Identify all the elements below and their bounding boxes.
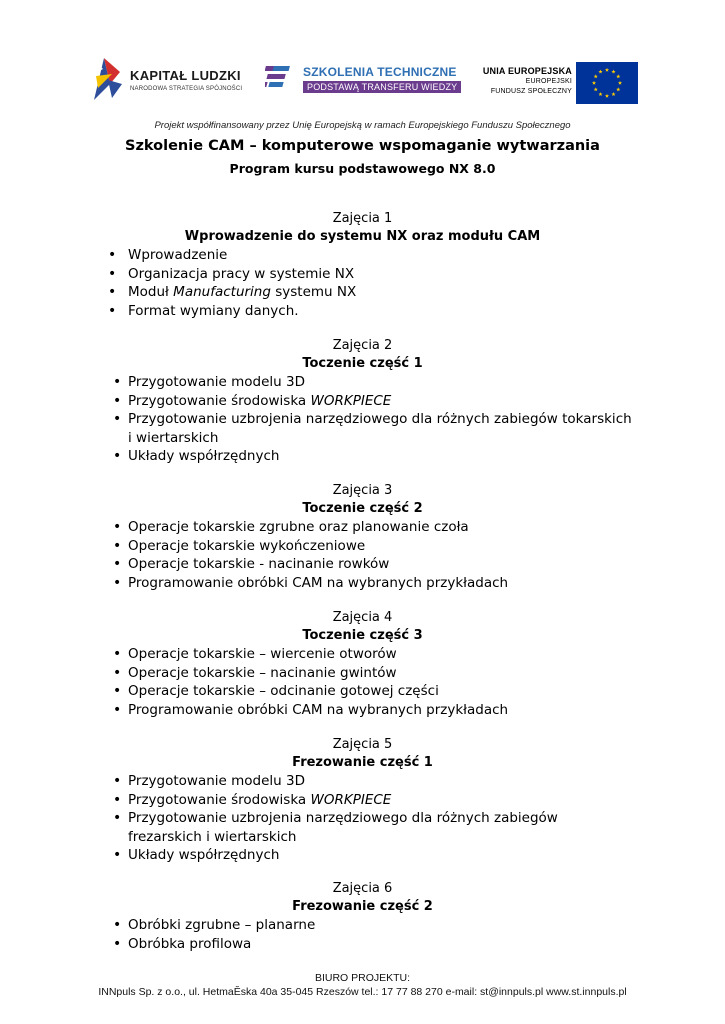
list-item: • Obróbka profilowa [0, 935, 725, 954]
list-item: • Obróbki zgrubne – planarne [0, 916, 725, 935]
session-number: Zajęcia 3 [332, 483, 393, 498]
session-topics [0, 373, 725, 466]
szkolenia-techniczne-title: SZKOLENIA TECHNICZNE [303, 65, 457, 79]
session-topics [0, 645, 725, 719]
kapital-ludzki-title: KAPITAŁ LUDZKI [130, 68, 241, 83]
session-number: Zajęcia 2 [332, 338, 393, 353]
session-title: Frezowanie część 1 [292, 755, 433, 770]
session-title: Toczenie część 3 [302, 628, 423, 643]
session-1 [0, 210, 725, 320]
list-item: • Operacje tokarskie - nacinanie rowków [0, 555, 725, 574]
list-item: • Operacje tokarskie wykończeniowe [0, 537, 725, 556]
list-item: • Wprowadzenie [0, 246, 725, 265]
list-item: • Przygotowanie uzbrojenia narzędziowego dla różnych zabiegów frezarskich i wiertarskich [0, 809, 725, 846]
ue-text-block [470, 65, 572, 97]
list-item: • Programowanie obróbki CAM na wybranych przykładach [0, 574, 725, 593]
szkolenia-techniczne-logo [265, 62, 458, 98]
session-topics [0, 772, 725, 865]
ue-line2: EUROPEJSKI [525, 78, 572, 85]
page-subtitle: Program kursu podstawowego NX 8.0 [229, 161, 496, 176]
session-6 [0, 880, 725, 953]
list-item: • Przygotowanie środowiska WORKPIECE [0, 392, 725, 411]
list-item: • Operacje tokarskie – odcinanie gotowej części [0, 682, 725, 701]
session-3 [0, 482, 725, 592]
kapital-ludzki-subtitle: NARODOWA STRATEGIA SPÓJNOŚCI [130, 86, 243, 92]
list-item: • Format wymiany danych. [0, 302, 725, 321]
session-number: Zajęcia 4 [332, 610, 393, 625]
page-title: Szkolenie CAM – komputerowe wspomaganie wytwarzania [125, 138, 600, 154]
session-2 [0, 337, 725, 466]
footer-label: BIURO PROJEKTU: [314, 972, 411, 984]
ue-line1: UNIA EUROPEJSKA [482, 66, 572, 76]
session-title: Toczenie część 2 [302, 501, 423, 516]
list-item: • Programowanie obróbki CAM na wybranych przykładach [0, 701, 725, 720]
cofinancing-note: Projekt współfinansowany przez Unię Europejską w ramach Europejskiego Funduszu Społecznego [154, 120, 571, 131]
list-item: • Operacje tokarskie – nacinanie gwintów [0, 664, 725, 683]
session-topics [0, 518, 725, 592]
session-topics [0, 246, 725, 320]
list-item: • Moduł Manufacturing systemu NX [0, 283, 725, 302]
szkolenia-techniczne-subtitle: PODSTAWĄ TRANSFERU WIEDZY [303, 81, 461, 93]
session-title: Wprowadzenie do systemu NX oraz modułu CAM [184, 229, 541, 244]
list-item: • Przygotowanie uzbrojenia narzędziowego dla różnych zabiegów tokarskich i wiertarskich [0, 410, 725, 447]
unia-europejska-logo [470, 62, 640, 106]
list-item: • Układy współrzędnych [0, 447, 725, 466]
list-item: • Przygotowanie środowiska WORKPIECE [0, 791, 725, 810]
list-item: • Organizacja pracy w systemie NX [0, 265, 725, 284]
session-5 [0, 736, 725, 865]
kapital-ludzki-mark-icon [92, 54, 126, 102]
list-item: • Przygotowanie modelu 3D [0, 373, 725, 392]
footer-address: INNpuls Sp. z o.o., ul. HetmaĔska 40a 35-045 Rzeszów tel.: 17 77 88 270 e-mail: st@innpuls.pl www.st.innpuls.pl [98, 986, 627, 998]
session-title: Frezowanie część 2 [292, 899, 433, 914]
header-logos [0, 50, 725, 110]
list-item: • Układy współrzędnych [0, 846, 725, 865]
session-topics [0, 916, 725, 953]
session-number: Zajęcia 6 [332, 881, 393, 896]
list-item: • Operacje tokarskie – wiercenie otworów [0, 645, 725, 664]
session-number: Zajęcia 1 [332, 211, 393, 226]
ue-line3: FUNDUSZ SPOŁECZNY [490, 88, 572, 95]
eu-flag-icon [576, 62, 638, 104]
list-item: • Operacje tokarskie zgrubne oraz planowanie czoła [0, 518, 725, 537]
session-4 [0, 609, 725, 719]
kapital-ludzki-logo [92, 54, 252, 102]
session-title: Toczenie część 1 [302, 356, 423, 371]
list-item: • Przygotowanie modelu 3D [0, 772, 725, 791]
szkolenia-techniczne-mark-icon [265, 62, 297, 94]
session-number: Zajęcia 5 [332, 737, 393, 752]
